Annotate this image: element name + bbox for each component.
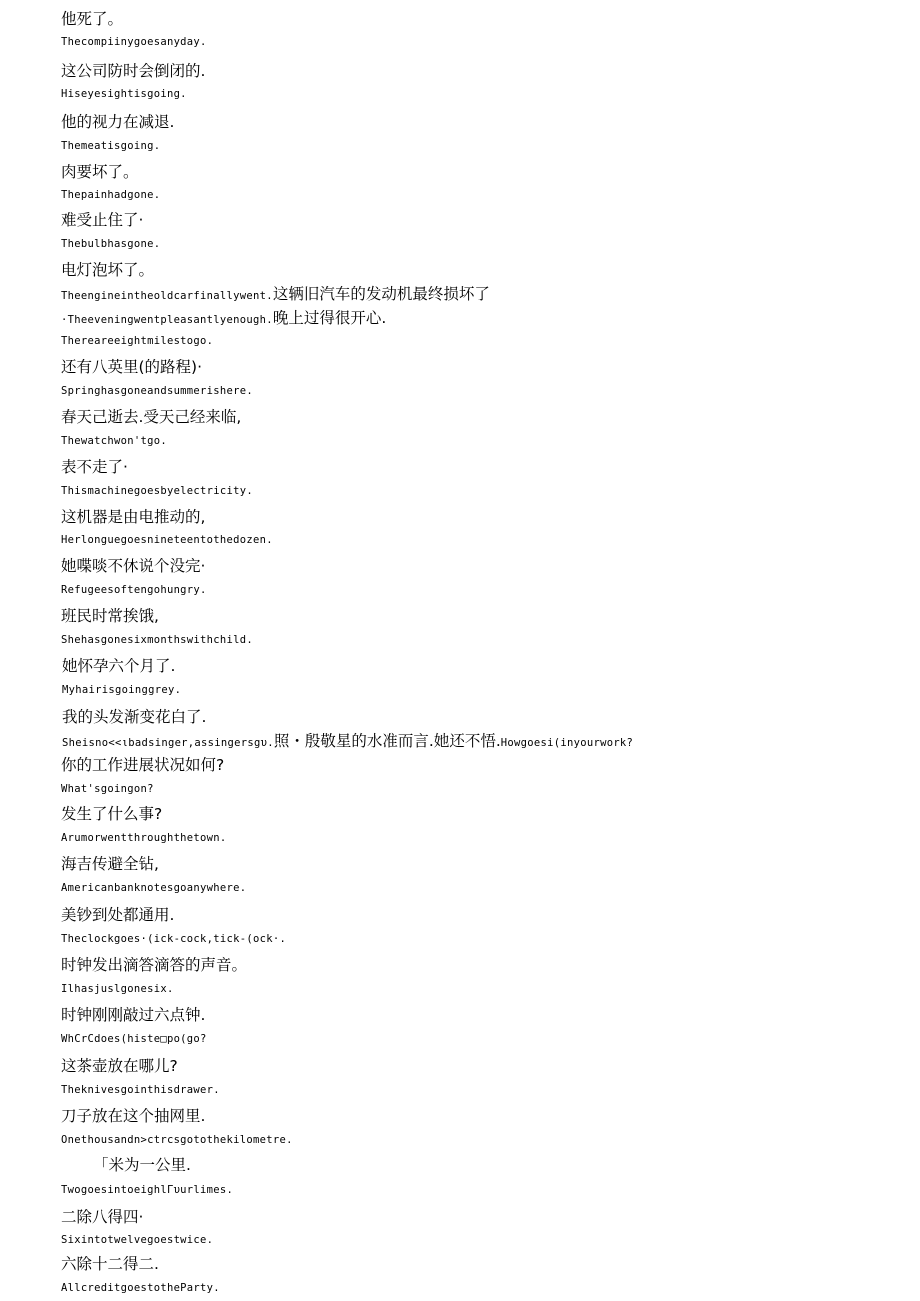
zh-segment: 照・殷敬星的水准而言.她还不悟. <box>273 732 501 750</box>
en-segment: Sheisno<<ιbadsinger,assingersgυ. <box>62 737 274 749</box>
mixed-line <box>61 282 490 304</box>
en-line: Thereareeightmilestogo. <box>61 335 214 347</box>
zh-line: 「米为一公里. <box>93 1156 191 1174</box>
zh-line: 六除十二得二. <box>61 1255 159 1273</box>
zh-line: 这机器是由电推动的, <box>61 508 206 526</box>
en-segment: Theengineintheoldcarfinallywent. <box>61 290 273 302</box>
zh-line: 发生了什么事? <box>61 805 163 823</box>
en-line: Hiseyesightisgoing. <box>61 88 187 100</box>
en-line: Myhairisgoinggrey. <box>62 684 182 696</box>
zh-line: 时钟刚刚敲过六点钟. <box>61 1006 206 1024</box>
en-line: Thebulbhasgone. <box>61 238 161 250</box>
zh-line: 还有八英里(的路程)· <box>61 358 203 376</box>
en-segment: ·Theeveningwentpleasantlyenough. <box>61 314 273 326</box>
zh-segment: 晚上过得很开心. <box>272 309 387 327</box>
zh-line: 他死了。 <box>61 10 124 28</box>
en-line: Thismachinegoesbyelectricity. <box>61 485 254 497</box>
zh-line: 表不走了· <box>61 458 128 476</box>
en-line: What'sgoingon? <box>61 783 154 795</box>
en-segment: Howgoesi(inyourwork? <box>500 737 634 749</box>
zh-line: 难受止住了· <box>61 211 144 229</box>
en-line: Arumorwentthroughthetown. <box>61 832 227 844</box>
en-line: Thecompiinygoesanyday. <box>61 36 207 48</box>
en-line: Herlonguegoesnineteentothedozen. <box>61 534 273 546</box>
zh-segment: 这辆旧汽车的发动机最终损坏了 <box>272 285 490 303</box>
en-line: Thewatchwon'tgo. <box>61 435 167 447</box>
en-line: Onethousandn>ctrcsgotothekilometre. <box>61 1134 293 1146</box>
en-line: Sixintotwelvegoestwice. <box>61 1234 214 1246</box>
en-line: Refugeesoftengohungry. <box>61 584 207 596</box>
mixed-line <box>62 729 633 751</box>
en-line: WhCrCdoes(histe□po(go? <box>61 1033 207 1045</box>
zh-line: 她怀孕六个月了. <box>62 657 176 675</box>
zh-line: 他的视力在减退. <box>61 113 175 131</box>
zh-line: 我的头发渐变花白了. <box>62 708 207 726</box>
en-line: Themeatisgoing. <box>61 140 161 152</box>
zh-line: 她喋啖不休说个没完· <box>61 557 206 575</box>
zh-line: 这茶壶放在哪儿? <box>61 1057 178 1075</box>
zh-line: 春天己逝去.受天己经来临, <box>61 408 242 426</box>
zh-line: 海吉传避全钻, <box>61 855 159 873</box>
zh-line: 时钟发出滴答滴答的声音。 <box>61 956 248 974</box>
mixed-line <box>61 306 386 328</box>
en-line: Springhasgoneandsummerishere. <box>61 385 254 397</box>
en-line: Shehasgonesixmonthswithchild. <box>61 634 254 646</box>
zh-line: 电灯泡坏了。 <box>61 261 155 279</box>
en-line: AllcreditgoestotheParty. <box>61 1282 220 1294</box>
zh-line: 你的工作进展状况如何? <box>61 756 225 774</box>
en-line: Thepainhadgone. <box>61 189 161 201</box>
zh-line: 肉要坏了。 <box>61 163 139 181</box>
en-line: Theknivesgointhisdrawer. <box>61 1084 220 1096</box>
zh-line: 二除八得四· <box>61 1208 144 1226</box>
zh-line: 这公司防时会倒闭的. <box>61 62 206 80</box>
zh-line: 刀子放在这个抽网里. <box>61 1107 206 1125</box>
en-line: Americanbanknotesgoanywhere. <box>61 882 247 894</box>
zh-line: 班民时常挨饿, <box>61 607 159 625</box>
en-line: Ilhasjuslgonesix. <box>61 983 174 995</box>
zh-line: 美钞到处都通用. <box>61 906 175 924</box>
en-line: TwogoesintoeighlΓυurlimes. <box>61 1184 234 1196</box>
en-line: Theclockgoes·(ick-cock,tick-(ock·. <box>61 933 287 945</box>
